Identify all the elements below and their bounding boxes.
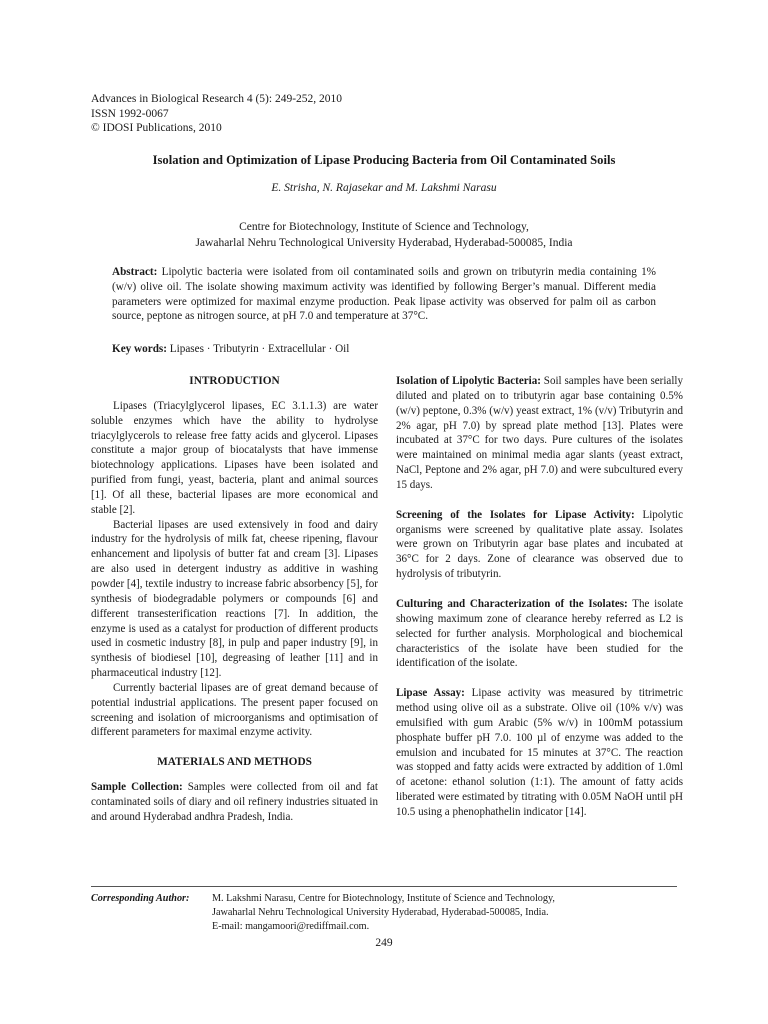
corresponding-author-details <box>212 892 692 934</box>
affiliation-line-2: Jawaharlal Nehru Technological University Hyderabad, Hyderabad-500085, India <box>195 236 573 249</box>
corresponding-author-email: E-mail: mangamoori@rediffmail.com. <box>212 921 370 932</box>
left-column <box>91 374 378 825</box>
lipase-assay-paragraph <box>396 686 683 820</box>
corresponding-author-line-2: Jawaharlal Nehru Technological University Hyderabad, Hyderabad-500085, India. <box>212 907 549 918</box>
introduction-paragraph-2: Bacterial lipases are used extensively in food and dairy industry for the hydrolysis of milk fat, cheese ripening, flavour enhancement and lipolysis of butter fat and cream [3]. Lipases are also used in detergent industry as additive in washing powder [4], textile industry to increase fabric absorbency [5], for synthesis of biodegradable polymers or compounds [6] and different transesterification reactions [7]. In addition, the enzyme is used as a catalyst for production of different products used in cosmetic industry [8], in pulp and paper industry [9], in synthesis of biodiesel [10], degreasing of leather [11] and in pharmaceutical industry [12]. <box>91 518 378 680</box>
lipase-assay-text: Lipase activity was measured by titrimetric method using olive oil as a substrate. Olive oil (10% v/v) was emulsified with gum Arabic (5% w/v) in 100mM potassium phosphate buffer pH 7.0. 100 µl of enzyme was added to the emulsion and incubated for 15 minutes at 37°C. The reaction was stopped and fatty acids were extracted by addition of 1.0ml of acetone: ethanol solution (1:1). The amount of fatty acids liberated were estimated by titrating with 0.05M NaOH until pH 10.5 using a phenophathelin indicator [14]. <box>396 687 683 818</box>
screening-text: Lipolytic organisms were screened by qualitative plate assay. Isolates were grown on Tributyrin agar base plates and incubated at 36°C for 2 days. Zone of clearance was observed due to hydrolysis of tributyrin. <box>396 508 683 581</box>
paper-authors: E. Strisha, N. Rajasekar and M. Lakshmi Narasu <box>271 182 497 194</box>
journal-citation: Advances in Biological Research 4 (5): 249-252, 2010 <box>91 93 343 105</box>
sample-collection-label: Sample Collection: <box>91 781 183 794</box>
author-affiliation <box>60 220 708 251</box>
corresponding-author-label: Corresponding Author: <box>91 893 190 904</box>
keywords <box>112 342 656 356</box>
isolation-label: Isolation of Lipolytic Bacteria: <box>396 375 541 387</box>
lipase-assay-label: Lipase Assay: <box>396 687 465 700</box>
keywords-text: Lipases · Tributyrin · Extracellular · Oil <box>167 343 350 355</box>
isolation-text: Soil samples have been serially diluted and plated on to tributyrin agar base containing 0.5% (w/v) peptone, 0.3% (w/v) yeast extract, 1% (v/v) Tributyrin and 2% agar, pH 7.0) by spread plate method [13]. Plates were incubated at 37°C for two days. Pure cultures of the isolates were maintained on minimal media agar slants (yeast extract, NaCl, Peptone and 2% agar, pH 7.0) and were subcultured every 15 days. <box>396 375 683 491</box>
footnote-divider <box>91 886 677 887</box>
culturing-label: Culturing and Characterization of the Isolates: <box>396 597 628 610</box>
sample-collection-paragraph <box>91 780 378 825</box>
right-column <box>396 374 683 820</box>
methods-heading: MATERIALS AND METHODS <box>157 756 312 769</box>
abstract-text: Lipolytic bacteria were isolated from oil contaminated soils and grown on tributyrin media containing 1% (w/v) olive oil. The isolate showing maximum activity was identified by following Berger’s manual. Different media parameters were optimized for maximal enzyme production. Peak lipase activity was observed for palm oil as carbon source, peptone as nitrogen source, at pH 7.0 and temperature at 37°C. <box>112 266 656 323</box>
page-number: 249 <box>375 937 393 949</box>
corresponding-author-line-1: M. Lakshmi Narasu, Centre for Biotechnology, Institute of Science and Technology, <box>212 893 555 904</box>
abstract <box>112 265 656 324</box>
introduction-heading: INTRODUCTION <box>189 375 280 387</box>
journal-copyright: © IDOSI Publications, 2010 <box>91 122 222 134</box>
abstract-label: Abstract: <box>112 266 158 278</box>
screening-label: Screening of the Isolates for Lipase Activity: <box>396 508 635 521</box>
screening-paragraph <box>396 508 683 582</box>
culturing-text: The isolate showing maximum zone of clearance hereby referred as L2 is selected for further analysis. Morphological and biochemical characteristics of the isolate have been studied for the identification of the isolate. <box>396 597 683 670</box>
isolation-paragraph <box>396 374 683 493</box>
paper-title: Isolation and Optimization of Lipase Producing Bacteria from Oil Contaminated Soils <box>152 153 616 167</box>
sample-collection-text: Samples were collected from oil and fat contaminated soils of diary and oil refinery industries situated in and around Hyderabad andhra Pradesh, India. <box>91 781 378 823</box>
culturing-paragraph <box>396 597 683 671</box>
affiliation-line-1: Centre for Biotechnology, Institute of Science and Technology, <box>239 221 529 233</box>
introduction-paragraph-3: Currently bacterial lipases are of great demand because of potential industrial applications. The present paper focused on screening and isolation of microorganisms and optimisation of different parameters for maximal enzyme activity. <box>91 681 378 739</box>
introduction-paragraph-1: Lipases (Triacylglycerol lipases, EC 3.1.1.3) are water soluble enzymes which have the ability to hydrolyse triacylglycerols to release free fatty acids and glycerol. Lipases constitute a major group of biocatalysts that have immense biotechnology applications. Lipases have been isolated and purified from fungi, yeast, bacteria, plant and animal sources [1]. Of all these, bacterial lipases are more economical and stable [2]. <box>91 399 378 516</box>
journal-issn: ISSN 1992-0067 <box>91 107 169 120</box>
journal-info <box>91 92 342 136</box>
keywords-label: Key words: <box>112 343 167 355</box>
